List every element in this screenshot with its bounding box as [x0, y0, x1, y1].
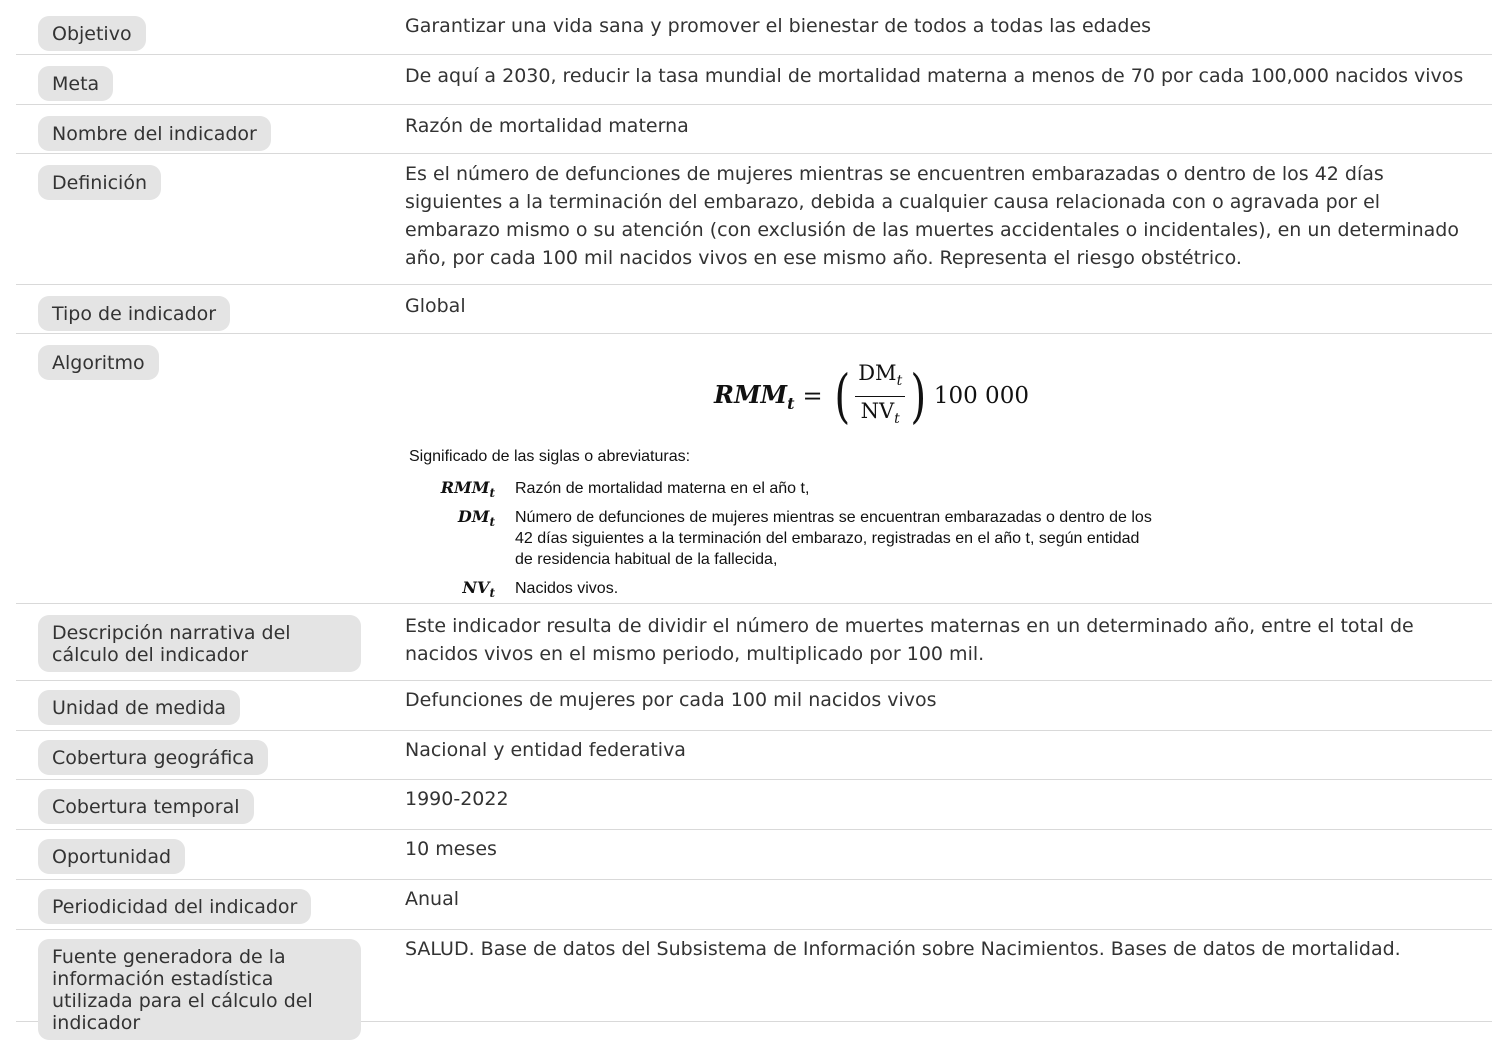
- glossary-definition: Razón de mortalidad materna en el año t,: [515, 480, 810, 497]
- value-cobertura-temporal: 1990-2022: [405, 788, 509, 810]
- row-cobertura-temporal: [16, 779, 1492, 830]
- glossary-symbol: $RMM_t$: [440, 478, 495, 501]
- formula-right-paren: ): [910, 362, 927, 430]
- value-oportunidad: 10 meses: [405, 838, 497, 860]
- value-cobertura-geografica: Nacional y entidad federativa: [405, 739, 686, 761]
- formula: [714, 361, 1029, 431]
- value-meta: De aquí a 2030, reducir la tasa mundial de mortalidad materna a menos de 70 por cada 100,000 nacidos vivos: [405, 65, 1464, 87]
- glossary-symbol: $DM_t$: [457, 507, 495, 530]
- formula-numerator: $DM_t$: [855, 361, 905, 396]
- formula-lhs: $RMM_t$: [714, 379, 795, 413]
- label-descripcion: Descripción narrativa del cálculo del indicador: [38, 615, 361, 672]
- formula-equals: =: [802, 382, 823, 410]
- glossary-definition: Nacidos vivos.: [515, 580, 619, 597]
- row-tipo: [16, 284, 1492, 334]
- value-nombre: Razón de mortalidad materna: [405, 115, 689, 137]
- row-periodicidad: [16, 879, 1492, 930]
- label-nombre: Nombre del indicador: [38, 116, 271, 151]
- value-unidad: Defunciones de mujeres por cada 100 mil nacidos vivos: [405, 689, 937, 711]
- row-algoritmo: [16, 333, 1492, 604]
- row-cobertura-geografica: [16, 730, 1492, 780]
- value-objetivo: Garantizar una vida sana y promover el bienestar de todos a todas las edades: [405, 15, 1152, 37]
- label-oportunidad: Oportunidad: [38, 839, 185, 874]
- value-fuente: SALUD. Base de datos del Subsistema de Información sobre Nacimientos. Bases de datos de mortalidad.: [405, 938, 1401, 960]
- label-algoritmo: Algoritmo: [38, 345, 159, 380]
- row-meta: [16, 54, 1492, 105]
- label-meta: Meta: [38, 66, 113, 101]
- row-objetivo: [16, 4, 1492, 55]
- label-definicion: Definición: [38, 165, 161, 200]
- label-tipo: Tipo de indicador: [38, 296, 230, 331]
- value-descripcion: Este indicador resulta de dividir el número de muertes maternas en un determinado año, entre el total de nacidos vivos en el mismo periodo, multiplicado por 100 mil.: [405, 615, 1414, 665]
- row-descripcion: [16, 603, 1492, 681]
- label-unidad: Unidad de medida: [38, 690, 240, 725]
- value-periodicidad: Anual: [405, 888, 460, 910]
- formula-fraction: [855, 361, 905, 430]
- row-definicion: [16, 153, 1492, 285]
- row-nombre: [16, 104, 1492, 154]
- glossary-definition: Número de defunciones de mujeres mientras se encuentran embarazadas o dentro de los 42 días siguientes a la terminación del embarazo, registradas en el año t, según entidad de residencia habitual de la fallecida,: [515, 509, 1152, 568]
- label-cobertura-geografica: Cobertura geográfica: [38, 740, 268, 775]
- glossary-symbol: $NV_t$: [462, 578, 495, 601]
- label-objetivo: Objetivo: [38, 16, 146, 51]
- row-fuente: [16, 929, 1492, 1034]
- formula-denominator: $NV_t$: [860, 398, 900, 427]
- row-unidad: [16, 680, 1492, 731]
- value-tipo: Global: [405, 295, 466, 317]
- label-cobertura-temporal: Cobertura temporal: [38, 789, 254, 824]
- label-fuente: Fuente generadora de la información estadística utilizada para el cálculo del indicador: [38, 939, 361, 1040]
- formula-multiplier: 100 000: [933, 383, 1029, 409]
- label-periodicidad: Periodicidad del indicador: [38, 889, 311, 924]
- glossary-title: Significado de las siglas o abreviaturas:: [409, 448, 691, 465]
- formula-left-paren: (: [833, 362, 850, 430]
- value-definicion: Es el número de defunciones de mujeres mientras se encuentren embarazadas o dentro de los 42 días siguientes a la terminación del embarazo, debida a cualquier causa relacionada con o agravada por el embarazo mismo o su atención (con exclusión de las muertes accidentales o incidentales), en un determinado año, por cada 100 mil nacidos vivos en ese mismo año. Representa el riesgo obstétrico.: [405, 163, 1459, 269]
- row-oportunidad: [16, 829, 1492, 880]
